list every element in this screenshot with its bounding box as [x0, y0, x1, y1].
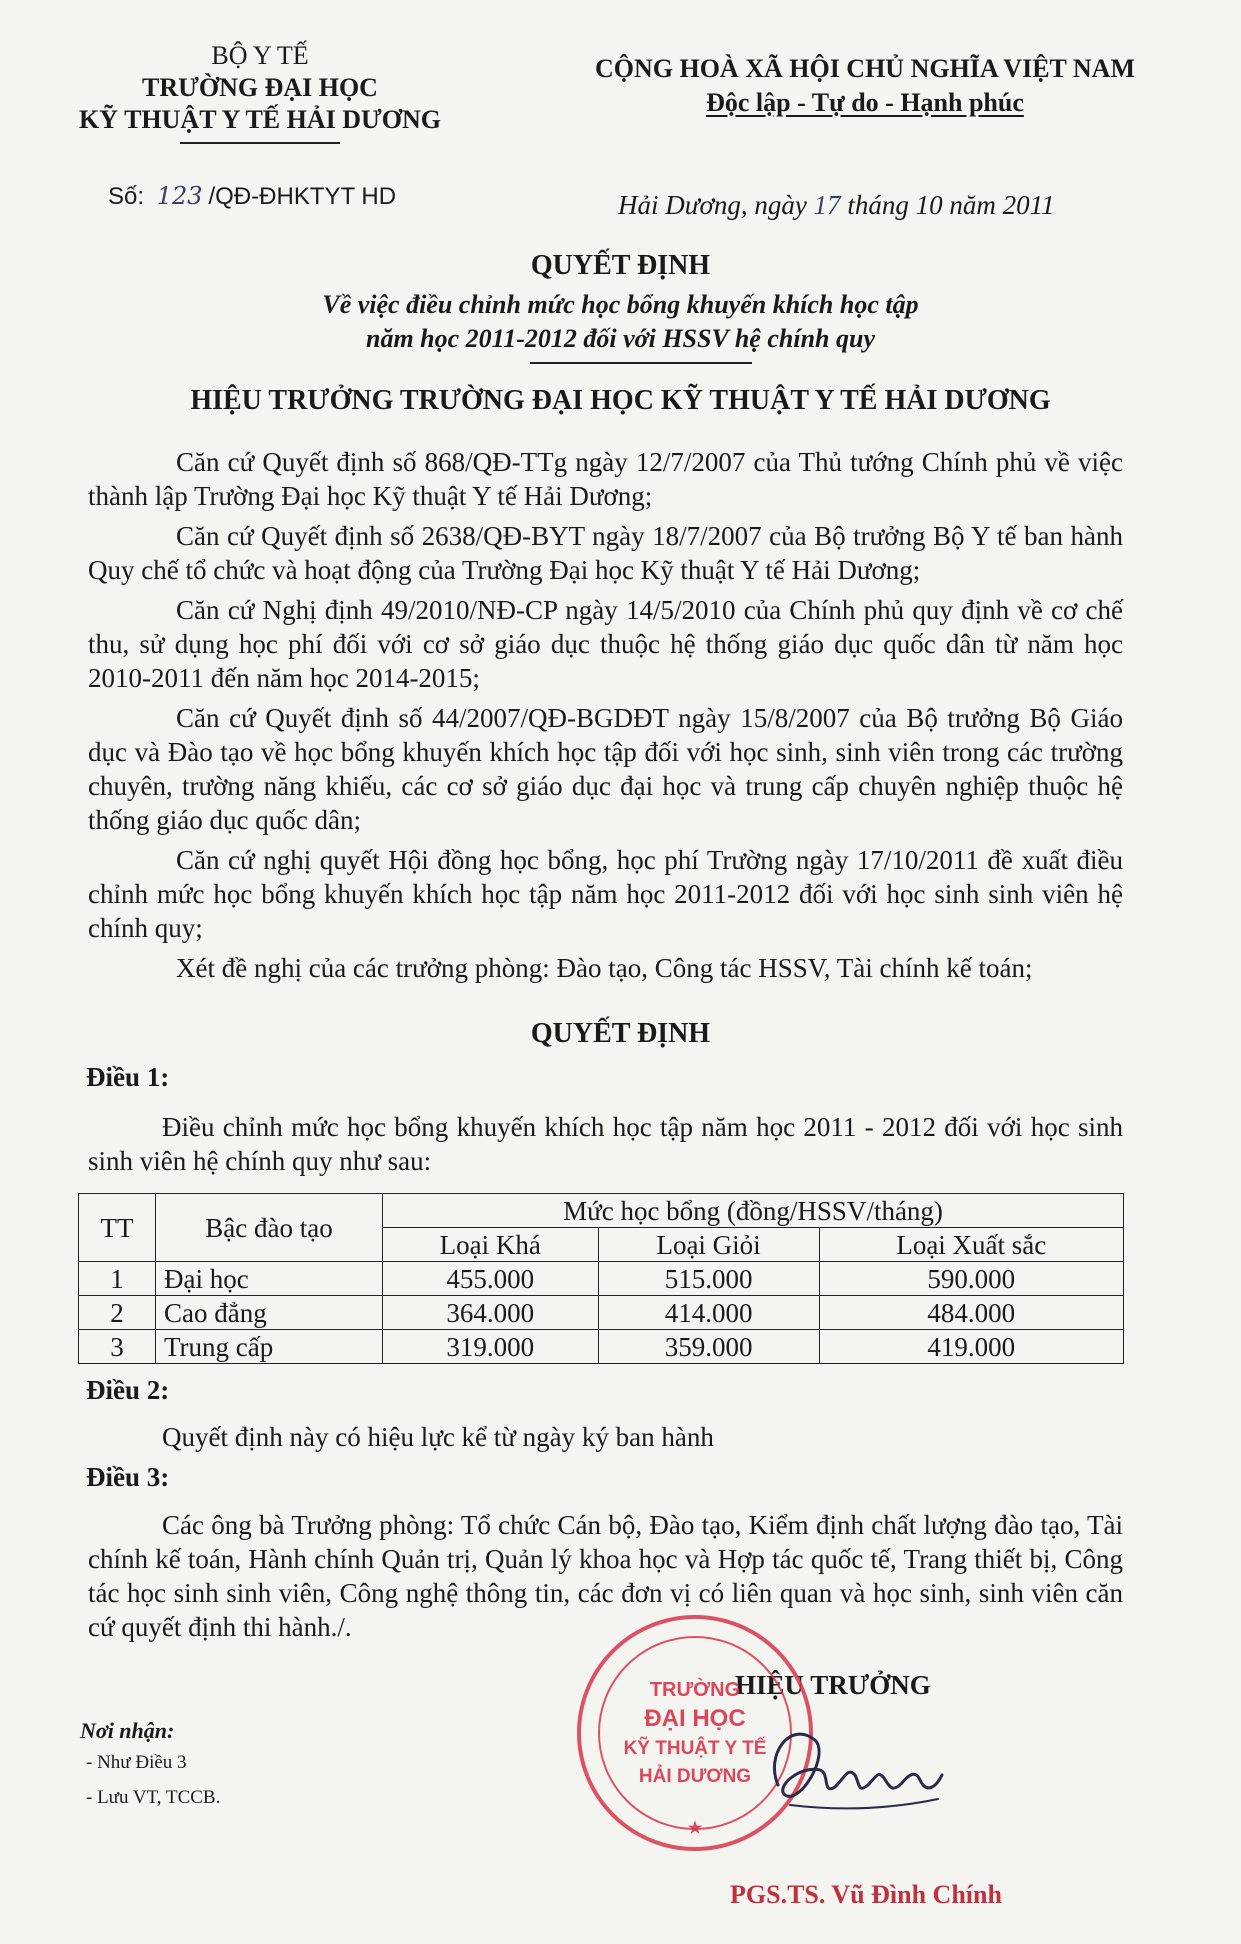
recipient-item: - Lưu VT, TCCB.	[86, 1787, 221, 1808]
ministry-name: BỘ Y TẾ	[211, 41, 309, 70]
school-name-line1: TRƯỜNG ĐẠI HỌC	[142, 73, 378, 102]
decision-title: QUYẾT ĐỊNH	[530, 250, 711, 281]
cell-level: Trung cấp	[156, 1330, 383, 1364]
doc-number-prefix: Số:	[108, 183, 145, 210]
decision-subject-line1: Về việc điều chỉnh mức học bổng khuyến khích học tập	[322, 290, 919, 319]
article1-label: Điều 1:	[86, 1062, 170, 1092]
country-name: CỘNG HOÀ XÃ HỘI CHỦ NGHĨA VIỆT NAM	[594, 54, 1136, 83]
header-level: Bậc đào tạo	[156, 1194, 383, 1262]
table-row	[79, 1330, 1124, 1364]
issuing-authority: HIỆU TRƯỞNG TRƯỜNG ĐẠI HỌC KỸ THUẬT Y TẾ HẢI DƯƠNG	[190, 385, 1051, 416]
basis-paragraph: Xét đề nghị của các trưởng phòng: Đào tạo, Công tác HSSV, Tài chính kế toán;	[176, 953, 1033, 983]
recipient-item: - Như Điều 3	[86, 1752, 187, 1773]
article2-text: Quyết định này có hiệu lực kể từ ngày ký ban hành	[162, 1422, 714, 1452]
table-header-row	[79, 1194, 1124, 1228]
document-number	[108, 182, 396, 211]
article3-text: Các ông bà Trưởng phòng: Tổ chức Cán bộ, Đào tạo, Kiểm định chất lượng đào tạo, Tài chính kế toán, Hành chính Quản trị, Quản lý khoa học và Hợp tác quốc tế, Trang thiết bị, Công tác học sinh sinh viên, Công nghệ thông tin, các đơn vị có liên quan và học sinh, sinh viên căn cứ quyết định thi hành./.	[88, 1510, 1123, 1642]
article2-label: Điều 2:	[86, 1375, 170, 1405]
basis-paragraph: Căn cứ Nghị định 49/2010/NĐ-CP ngày 14/5/2010 của Chính phủ quy định về cơ chế thu, sử dụng học phí đối với cơ sở giáo dục thuộc hệ thống giáo dục quốc dân từ năm học 2010-2011 đến năm học 2014-2015;	[88, 595, 1123, 693]
cell-tt: 3	[79, 1330, 156, 1364]
signer-name: PGS.TS. Vũ Đình Chính	[730, 1880, 1002, 1909]
cell-gioi: 515.000	[598, 1262, 819, 1296]
doc-number-handwritten: 123	[156, 182, 203, 210]
article3-label: Điều 3:	[86, 1462, 170, 1492]
cell-xuatsac: 590.000	[819, 1262, 1123, 1296]
cell-level: Đại học	[156, 1262, 383, 1296]
basis-paragraph: Căn cứ Quyết định số 44/2007/QĐ-BGDĐT ngày 15/8/2007 của Bộ trưởng Bộ Giáo dục và Đào tạo về học bổng khuyến khích học tập đối với học sinh, sinh viên trong các trường chuyên, trường năng khiếu, các cơ sở giáo dục đại học và trung cấp chuyên nghiệp thuộc hệ thống giáo dục quốc dân;	[88, 703, 1123, 835]
header-gioi: Loại Giỏi	[598, 1228, 819, 1262]
title-rule	[530, 362, 752, 364]
header-kha: Loại Khá	[383, 1228, 599, 1262]
article1-text: Điều chỉnh mức học bổng khuyến khích học tập năm học 2011 - 2012 đối với học sinh sinh viên hệ chính quy như sau:	[88, 1112, 1123, 1176]
stamp-star-icon: ★	[687, 1820, 703, 1837]
cell-kha: 455.000	[383, 1262, 599, 1296]
basis-paragraph: Căn cứ nghị quyết Hội đồng học bổng, học phí Trường ngày 17/10/2011 đề xuất điều chỉnh mức học bổng khuyến khích học tập năm học 2011-2012 đối với học sinh sinh viên hệ chính quy;	[88, 845, 1123, 943]
national-motto: Độc lập - Tự do - Hạnh phúc	[706, 88, 1024, 117]
decision-heading: QUYẾT ĐỊNH	[530, 1018, 711, 1049]
cell-xuatsac: 419.000	[819, 1330, 1123, 1364]
recipients-title: Nơi nhận:	[80, 1718, 175, 1743]
header-rule	[180, 142, 340, 144]
cell-kha: 364.000	[383, 1296, 599, 1330]
table-row	[79, 1296, 1124, 1330]
cell-tt: 1	[79, 1262, 156, 1296]
issue-date	[618, 190, 1055, 221]
legal-bases	[88, 445, 1123, 991]
cell-gioi: 414.000	[598, 1296, 819, 1330]
decision-subject-line2: năm học 2011-2012 đối với HSSV hệ chính quy	[365, 324, 875, 353]
stamp-text: ĐẠI HỌC	[644, 1705, 746, 1732]
cell-gioi: 359.000	[598, 1330, 819, 1364]
stamp-text: KỸ THUẬT Y TẾ	[623, 1738, 767, 1759]
cell-kha: 319.000	[383, 1330, 599, 1364]
header-xuatsac: Loại Xuất sắc	[819, 1228, 1123, 1262]
stamp-text: HẢI DƯƠNG	[638, 1766, 752, 1787]
date-rest: tháng 10 năm 2011	[847, 190, 1055, 220]
cell-tt: 2	[79, 1296, 156, 1330]
basis-paragraph: Căn cứ Quyết định số 2638/QĐ-BYT ngày 18/7/2007 của Bộ trưởng Bộ Y tế ban hành Quy chế tổ chức và hoạt động của Trường Đại học Kỹ thuật Y tế Hải Dương;	[88, 521, 1123, 585]
signer-title: HIỆU TRƯỞNG	[735, 1670, 931, 1700]
doc-number-suffix: /QĐ-ĐHKTYT HD	[208, 183, 397, 210]
national-header	[545, 52, 1185, 120]
cell-xuatsac: 484.000	[819, 1296, 1123, 1330]
header-tt: TT	[79, 1194, 156, 1262]
basis-paragraph: Căn cứ Quyết định số 868/QĐ-TTg ngày 12/7/2007 của Thủ tướng Chính phủ về việc thành lập Trường Đại học Kỹ thuật Y tế Hải Dương;	[88, 447, 1123, 511]
date-prefix: Hải Dương, ngày	[618, 190, 807, 220]
issuer-header	[60, 40, 460, 144]
table-row	[79, 1262, 1124, 1296]
header-scholarship-group: Mức học bổng (đồng/HSSV/tháng)	[383, 1194, 1124, 1228]
cell-level: Cao đẳng	[156, 1296, 383, 1330]
date-day-handwritten: 17	[813, 190, 841, 220]
handwritten-signature	[760, 1715, 950, 1825]
scholarship-table	[78, 1193, 1124, 1364]
stamp-text: TRƯỜNG	[649, 1679, 741, 1701]
school-name-line2: KỸ THUẬT Y TẾ HẢI DƯƠNG	[79, 105, 441, 134]
